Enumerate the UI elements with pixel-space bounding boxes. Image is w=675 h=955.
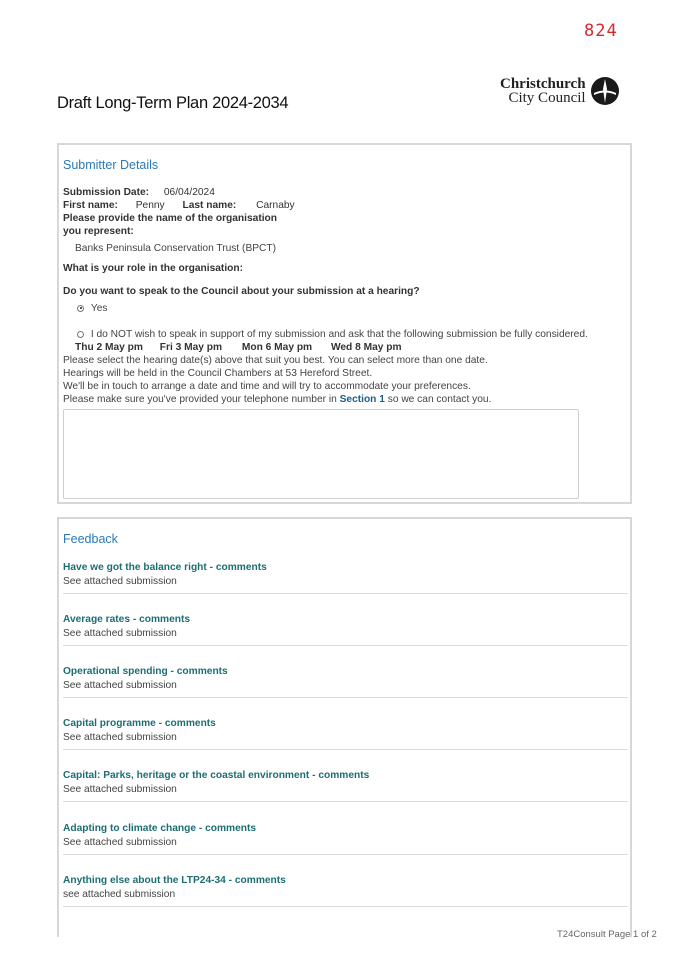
feedback-question: Adapting to climate change - comments <box>63 823 257 834</box>
document-title: Draft Long-Term Plan 2024-2034 <box>57 94 289 112</box>
feedback-divider <box>63 645 628 646</box>
hearing-info-line4 <box>63 394 491 405</box>
submitter-details-panel <box>57 143 632 504</box>
page-number: 824 <box>584 21 618 41</box>
last-name-label: Last name: <box>182 200 237 211</box>
feedback-question: Average rates - comments <box>63 614 191 625</box>
info-line4-text: Please make sure you've provided your telephone number in <box>63 394 340 405</box>
submission-date-row <box>63 187 215 198</box>
submitter-section-title: Submitter Details <box>63 158 159 172</box>
feedback-answer: see attached submission <box>63 889 176 900</box>
hearing-yes-option[interactable] <box>77 303 107 314</box>
hearing-info-line2: Hearings will be held in the Council Chambers at 53 Hereford Street. <box>63 368 373 379</box>
hearing-yes-label: Yes <box>90 303 108 314</box>
feedback-section-title: Feedback <box>63 532 118 546</box>
feedback-item <box>63 666 628 691</box>
hearing-no-label: I do NOT wish to speak in support of my submission and ask that the following submission be fully considered. <box>90 329 588 340</box>
feedback-divider <box>63 593 628 594</box>
hearing-question: Do you want to speak to the Council about your submission at a hearing? <box>63 286 420 297</box>
hearing-no-radio[interactable] <box>77 331 84 338</box>
section-1-link[interactable]: Section 1 <box>339 394 385 405</box>
hearing-info-line1: Please select the hearing date(s) above that suit you best. You can select more than one date. <box>63 355 488 366</box>
feedback-divider <box>63 697 628 698</box>
feedback-answer: See attached submission <box>63 576 177 587</box>
feedback-item <box>63 718 628 743</box>
info-line4-text-end: so we can contact you. <box>384 394 492 405</box>
feedback-divider <box>63 749 628 750</box>
feedback-item <box>63 770 628 795</box>
feedback-answer: See attached submission <box>63 680 177 691</box>
feedback-item <box>63 823 628 848</box>
feedback-question: Have we got the balance right - comments <box>63 562 267 573</box>
hearing-date-option[interactable]: Mon 6 May pm <box>241 342 313 353</box>
feedback-item <box>63 562 628 587</box>
feedback-divider <box>63 906 628 907</box>
organisation-prompt-line1: Please provide the name of the organisation <box>63 213 277 224</box>
feedback-question: Anything else about the LTP24-34 - comments <box>63 875 286 886</box>
feedback-question: Capital programme - comments <box>63 718 216 729</box>
last-name-value: Carnaby <box>256 200 295 211</box>
feedback-divider <box>63 854 628 855</box>
feedback-answer: See attached submission <box>63 628 177 639</box>
hearing-comments-textarea[interactable] <box>63 409 579 499</box>
hearing-date-option[interactable]: Fri 3 May pm <box>159 342 223 353</box>
council-logo <box>500 76 620 106</box>
logo-line2: City Council <box>508 90 586 106</box>
feedback-item <box>63 875 628 900</box>
role-prompt: What is your role in the organisation: <box>63 263 243 274</box>
feedback-answer: See attached submission <box>63 732 177 743</box>
feedback-question: Operational spending - comments <box>63 666 228 677</box>
feedback-divider <box>63 801 628 802</box>
hearing-no-option[interactable] <box>77 329 588 340</box>
hearing-yes-radio[interactable] <box>77 305 84 312</box>
feedback-item <box>63 614 628 639</box>
submission-date-label: Submission Date: <box>63 187 150 198</box>
page-footer: T24Consult Page 1 of 2 <box>557 929 657 940</box>
organisation-prompt-line2: you represent: <box>63 226 134 237</box>
feedback-answer: See attached submission <box>63 837 177 848</box>
feedback-answer: See attached submission <box>63 784 177 795</box>
first-name-value: Penny <box>135 200 165 211</box>
hearing-date-option[interactable]: Thu 2 May pm <box>75 342 143 353</box>
hearing-date-option[interactable]: Wed 8 May pm <box>330 342 402 353</box>
logo-line1: Christchurch <box>500 76 586 92</box>
hearing-info-line3: We'll be in touch to arrange a date and time and will try to accommodate your preferences. <box>63 381 471 392</box>
hearing-dates <box>75 342 402 353</box>
organisation-value: Banks Peninsula Conservation Trust (BPCT) <box>75 243 277 254</box>
feedback-question: Capital: Parks, heritage or the coastal environment - comments <box>63 770 370 781</box>
name-row <box>63 200 295 211</box>
first-name-label: First name: <box>63 200 118 211</box>
feedback-panel <box>57 517 632 937</box>
city-council-logo-icon <box>590 76 620 106</box>
submission-date-value: 06/04/2024 <box>163 187 215 198</box>
